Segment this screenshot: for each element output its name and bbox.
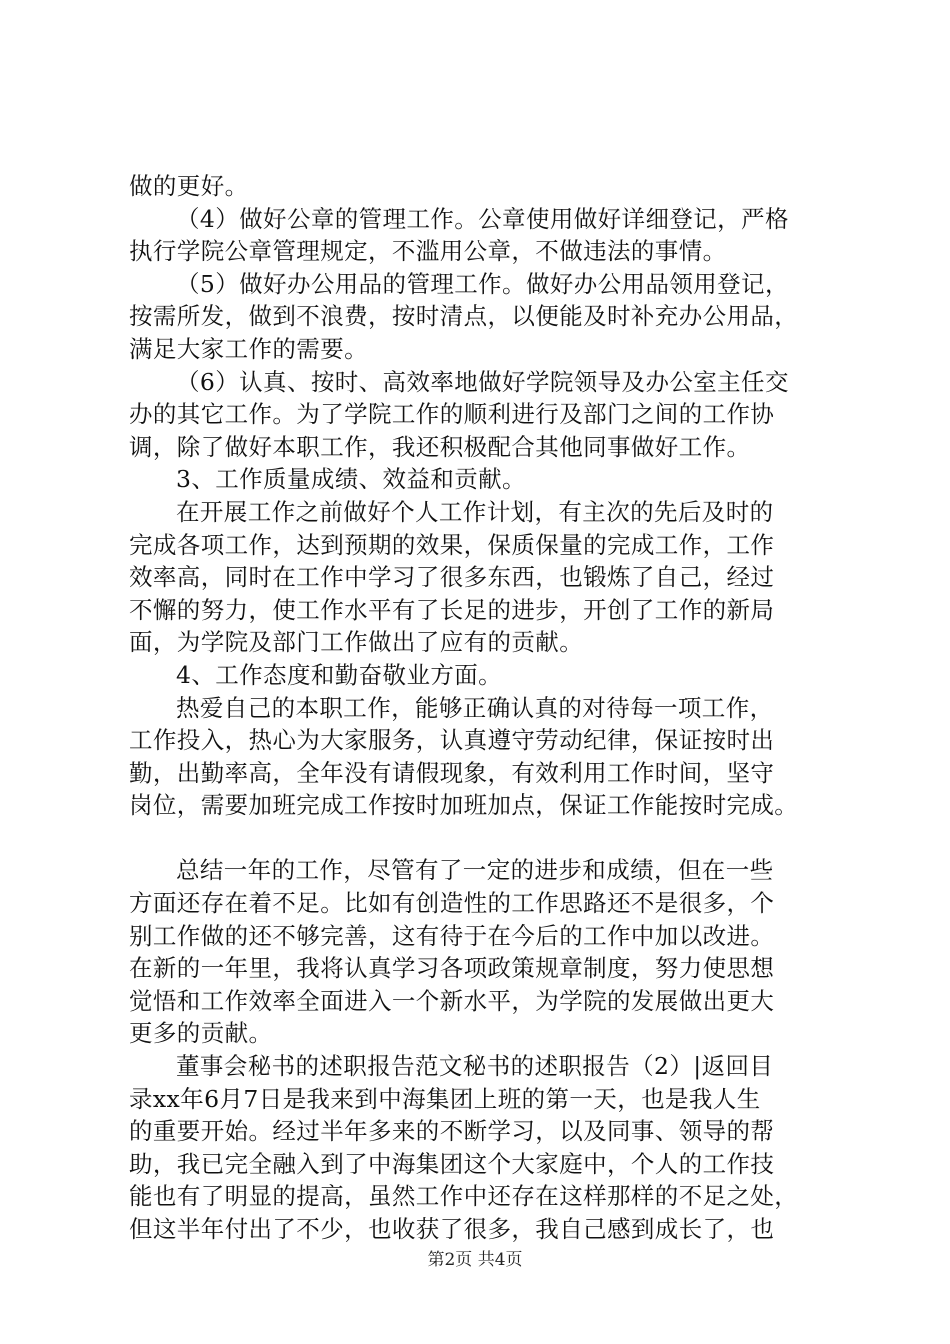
text-line: 岗位，需要加班完成工作按时加班加点，保证工作能按时完成。	[129, 791, 799, 820]
text-line: 办的其它工作。为了学院工作的顺利进行及部门之间的工作协	[129, 400, 775, 429]
document-body	[129, 170, 841, 1246]
text-line: 能也有了明显的提高，虽然工作中还存在这样那样的不足之处，	[129, 1182, 799, 1211]
text-line: 在开展工作之前做好个人工作计划，有主次的先后及时的	[176, 497, 774, 526]
text-line: （6）认真、按时、高效率地做好学院领导及办公室主任交	[176, 367, 789, 396]
blank-line	[129, 822, 841, 855]
text-line: 总结一年的工作，尽管有了一定的进步和成绩，但在一些	[176, 856, 774, 885]
text-line: 热爱自己的本职工作，能够正确认真的对待每一项工作，	[176, 693, 774, 722]
text-line: 满足大家工作的需要。	[129, 334, 368, 363]
text-line: 在新的一年里，我将认真学习各项政策规章制度，努力使思想	[129, 954, 775, 983]
text-line: 执行学院公章管理规定，不滥用公章，不做违法的事情。	[129, 237, 727, 266]
text-line: 助，我已完全融入到了中海集团这个大家庭中，个人的工作技	[129, 1149, 775, 1178]
text-line: （4）做好公章的管理工作。公章使用做好详细登记，严格	[176, 204, 789, 233]
text-line: （5）做好办公用品的管理工作。做好办公用品领用登记，	[176, 269, 789, 298]
text-line: 的重要开始。经过半年多来的不断学习，以及同事、领导的帮	[129, 1117, 775, 1146]
text-line: 调，除了做好本职工作，我还积极配合其他同事做好工作。	[129, 432, 751, 461]
page-footer	[0, 1245, 950, 1270]
text-line: 工作投入，热心为大家服务，认真遵守劳动纪律，保证按时出	[129, 726, 775, 755]
text-line: 董事会秘书的述职报告范文秘书的述职报告（2）|返回目	[176, 1052, 774, 1081]
text-line: 方面还存在着不足。比如有创造性的工作思路还不是很多，个	[129, 889, 775, 918]
text-line: 不懈的努力，使工作水平有了长足的进步，开创了工作的新局	[129, 595, 775, 624]
text-line: 别工作做的还不够完善，这有待于在今后的工作中加以改进。	[129, 921, 775, 950]
text-line: 完成各项工作，达到预期的效果，保质保量的完成工作，工作	[129, 530, 775, 559]
text-line: 做的更好。	[129, 172, 249, 200]
text-line: 3、工作质量成绩、效益和贡献。	[176, 465, 526, 494]
text-line: 面，为学院及部门工作做出了应有的贡献。	[129, 628, 584, 657]
text-line: 但这半年付出了不少，也收获了很多，我自己感到成长了，也	[129, 1215, 775, 1243]
text-line: 按需所发，做到不浪费，按时清点，以便能及时补充办公用品，	[129, 302, 799, 331]
page-number-label: 第2页 共4页	[427, 1250, 523, 1270]
text-line: 效率高，同时在工作中学习了很多东西，也锻炼了自己，经过	[129, 563, 775, 592]
text-line: 4、工作态度和勤奋敬业方面。	[176, 660, 503, 689]
text-line: 觉悟和工作效率全面进入一个新水平，为学院的发展做出更大	[129, 986, 775, 1015]
text-line: 更多的贡献。	[129, 1019, 273, 1048]
text-line: 录xx年6月7日是我来到中海集团上班的第一天，也是我人生	[129, 1084, 761, 1113]
text-line: 勤，出勤率高，全年没有请假现象，有效利用工作时间，坚守	[129, 758, 775, 787]
